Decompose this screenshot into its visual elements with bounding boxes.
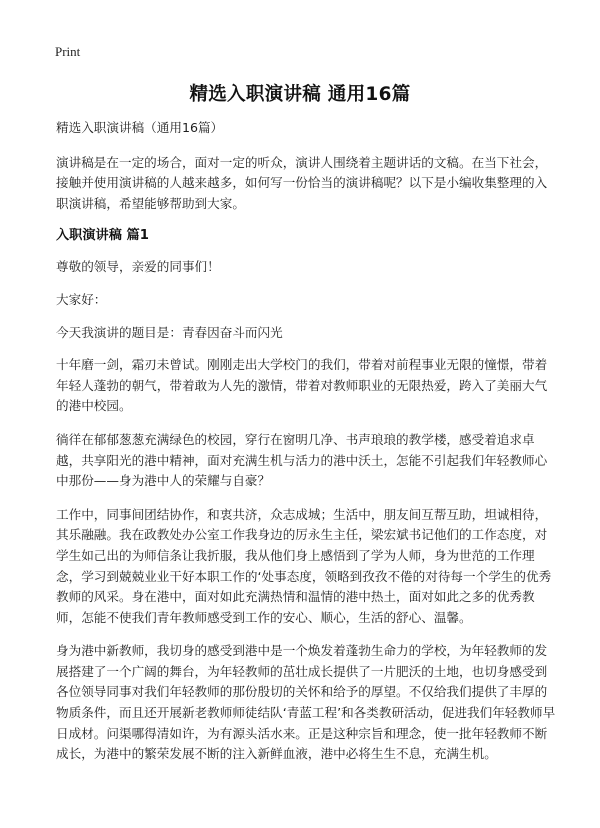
- document-title: 精选入职演讲稿 通用16篇: [189, 84, 411, 105]
- document-body: [56, 118, 556, 765]
- body-paragraph: 徜徉在郁郁葱葱充满绿色的校园，穿行在窗明几净、书声琅琅的教学楼，感受着追求卓越，共享阳光的港中精神，面对充满生机与活力的港中沃土，怎能不引起我们年轻教师心中那份——身为港中人的荣耀与自豪？: [56, 431, 548, 489]
- section-heading: 入职演讲稿 篇1: [56, 228, 149, 244]
- topic-paragraph: 今天我演讲的题目是：青春因奋斗而闪光: [56, 324, 283, 340]
- body-paragraph: 十年磨一剑，霜刃未曾试。刚刚走出大学校门的我们，带着对前程事业无限的憧憬，带着年轻人蓬勃的朝气，带着敢为人先的激情，带着对教师职业的无限热爱，跨入了美丽大气的港中校园。: [56, 357, 548, 414]
- greeting-paragraph: 尊敬的领导，亲爱的同事们！: [56, 259, 220, 275]
- body-paragraph: 工作中，同事间团结协作，和衷共济，众志成城；生活中，朋友间互帮互助，坦诚相待，其乐融融。我在政教处办公室工作我身边的厉永生主任，梁宏斌书记他们的工作态度，对学生如己出的为师信条让我折服，我从他们身上感悟到了学为人师，身为世范的工作理念，学习到兢兢业业干好本职工作的‘处事态度，领略到孜孜不倦的对待每一个学生的优秀教师的风采。身在港中，面对如此充满热情和温情的港中热土，面对如此之多的优秀教师，怎能不使我们青年教师感受到工作的安心、顺心，生活的舒心、温馨。: [56, 506, 552, 625]
- salutation-paragraph: 大家好：: [56, 291, 107, 307]
- print-link[interactable]: Print: [55, 44, 81, 59]
- intro-paragraph: 演讲稿是在一定的场合，面对一定的听众，演讲人围绕着主题讲话的文稿。在当下社会，接触并使用演讲稿的人越来越多，如何写一份恰当的演讲稿呢？以下是小编收集整理的入职演讲稿，希望能够帮助到大家。: [56, 154, 548, 211]
- body-paragraph: 身为港中新教师，我切身的感受到港中是一个焕发着蓬勃生命力的学校，为年轻教师的发展搭建了一个广阔的舞台，为年轻教师的茁壮成长提供了一片肥沃的土地，也切身感受到各位领导同事对我们年轻教师的那份殷切的关怀和给予的厚望。不仅给我们提供了丰厚的物质条件，而且还开展新老教师师徒结队‘青蓝工程’和各类教研活动，促进我们年轻教师早日成材。问渠哪得清如许，为有源头活水来。正是这种宗旨和理念，使一批年轻教师不断成长，为港中的繁荣发展不断的注入新鲜血液，港中必将生生不息，充满生机。: [56, 643, 556, 762]
- document-subtitle: 精选入职演讲稿（通用16篇）: [56, 120, 224, 135]
